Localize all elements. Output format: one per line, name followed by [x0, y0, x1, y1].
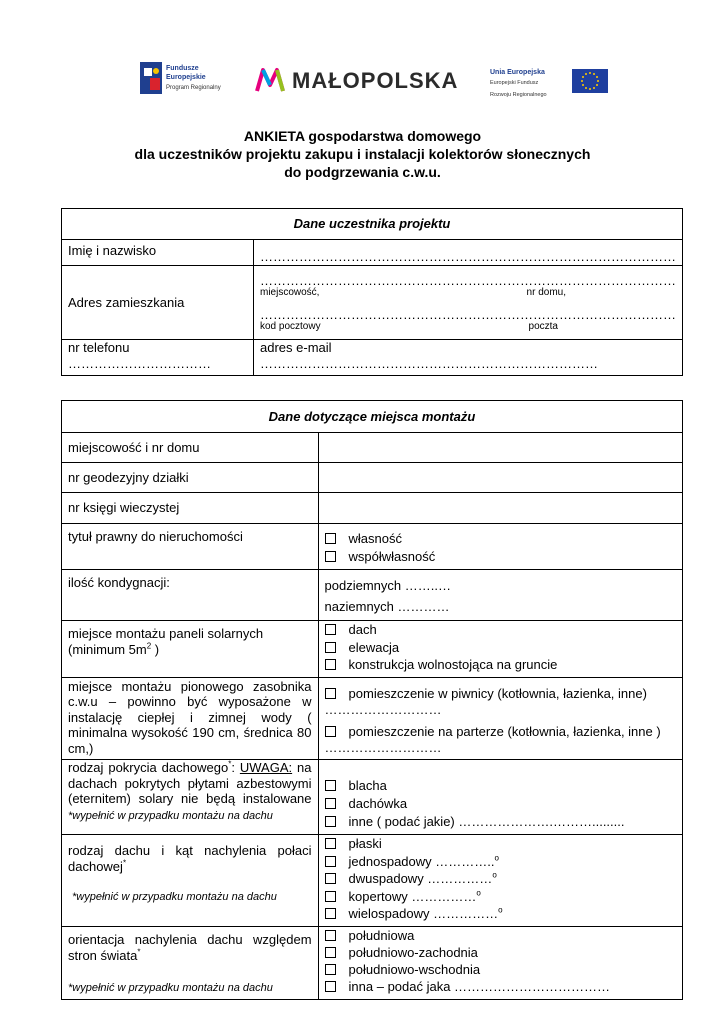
participant-table: [61, 208, 683, 376]
name-dots: ……………………………………………………………………………………: [260, 249, 676, 264]
orient-note: *wypełnić w przypadku montażu na dachu: [68, 981, 273, 994]
orient-opt-other[interactable]: [325, 978, 676, 995]
degree-sign: o: [494, 853, 499, 863]
checkbox[interactable]: [325, 838, 336, 849]
degree-sign: o: [476, 888, 481, 898]
floors-label: ilość kondygnacji:: [62, 570, 319, 621]
panel-opt-facade[interactable]: [325, 639, 676, 657]
pitch-opt-multi[interactable]: [325, 905, 676, 923]
phone-cell[interactable]: [62, 340, 254, 376]
title-line2: dla uczestników projektu zakupu i instalacji kolektorów słonecznych: [134, 146, 591, 162]
floors-field[interactable]: [318, 570, 682, 621]
pitch-opt-mono[interactable]: [325, 853, 676, 871]
tank-label: miejsce montażu pionowego zasobnika c.w.u: [68, 678, 312, 709]
orient-opt4-label: inna – podać jaka ………………………………: [348, 978, 611, 994]
checkbox[interactable]: [325, 964, 336, 975]
panel-opt2-label: elewacja: [348, 639, 400, 655]
panel-label-end: ): [151, 642, 160, 657]
panel-label-sup: 2: [146, 641, 152, 651]
pitch-label: rodzaj dachu i kąt nachylenia połaci dachowej: [68, 843, 312, 874]
title-opt1-label: własność: [348, 531, 402, 546]
pitch-opt-hip[interactable]: [325, 888, 676, 906]
roof-label: rodzaj pokrycia dachowego: [68, 760, 229, 775]
pitch-opt4-label: kopertowy ……………: [348, 888, 477, 904]
pitch-opt-gable[interactable]: [325, 870, 676, 888]
malopolska-wordmark: MAŁOPOLSKA: [292, 68, 459, 93]
panel-opt1-label: dach: [348, 622, 377, 637]
degree-sign: o: [498, 905, 503, 915]
tank-opt-basement[interactable]: [325, 686, 676, 702]
pitch-opt1-label: płaski: [348, 836, 382, 851]
logo-bar: [0, 55, 725, 105]
panel-label-line1: miejsce montażu paneli solarnych: [68, 626, 264, 641]
orient-opt-south[interactable]: [325, 927, 676, 944]
checkbox[interactable]: [325, 798, 336, 809]
ue-line1: Unia Europejska: [490, 69, 545, 76]
checkbox[interactable]: [325, 642, 336, 653]
panel-opt3-label: konstrukcja wolnostojąca na gruncie: [348, 657, 558, 672]
pitch-opt-flat[interactable]: [325, 835, 676, 853]
checkbox[interactable]: [325, 873, 336, 884]
email-label: adres e-mail: [260, 340, 332, 355]
checkbox[interactable]: [325, 816, 336, 827]
checkbox[interactable]: [325, 688, 336, 699]
orient-opt2-label: południowo-zachodnia: [348, 944, 478, 960]
email-cell[interactable]: [254, 340, 683, 376]
tank-opt1-dots: ………………………: [324, 701, 442, 717]
degree-sign: o: [492, 870, 497, 880]
orient-opt3-label: południowo-wschodnia: [348, 961, 481, 977]
town-caption: miejscowość,: [260, 287, 320, 298]
checkbox[interactable]: [325, 856, 336, 867]
panel-label-line2: [68, 642, 312, 658]
checkbox[interactable]: [325, 726, 336, 737]
eu-flag-icon: [572, 69, 608, 93]
name-label: Imię i nazwisko: [62, 240, 254, 266]
address-captions-2: [260, 321, 676, 333]
orient-label-sup: *: [137, 947, 141, 957]
site-table: [61, 400, 683, 1000]
title-options: [318, 524, 682, 570]
panel-opt-roof[interactable]: [325, 621, 676, 639]
post-caption: poczta: [528, 321, 558, 332]
address-field[interactable]: [254, 266, 683, 340]
unia-europejska-text: [490, 69, 547, 101]
orient-opt-southwest[interactable]: [325, 944, 676, 961]
orient-options: [318, 926, 682, 999]
roof-opt1-label: blacha: [348, 778, 387, 793]
ue-line2: Europejski Fundusz: [490, 79, 539, 86]
title-opt2-label: współwłasność: [348, 549, 436, 564]
plot-field[interactable]: [318, 463, 682, 493]
roof-opt-tile[interactable]: [325, 795, 676, 813]
roof-warn-word: UWAGA:: [239, 760, 293, 775]
floors-under: podziemnych ……..…: [324, 578, 451, 593]
tank-opt1-label: pomieszczenie w piwnicy (kotłownia, łazienka, inne): [348, 685, 647, 701]
phone-label: nr telefonu: [68, 340, 130, 355]
roof-opt3-label: inne ( podać jakie) ………………….……….........: [348, 814, 625, 829]
orient-opt1-label: południowa: [348, 927, 415, 943]
address-captions-1: [260, 287, 676, 299]
pitch-opt3-label: dwuspadowy ……………: [348, 871, 493, 886]
house-caption: nr domu,: [526, 287, 566, 298]
site-header: Dane dotyczące miejsca montażu: [62, 401, 683, 433]
tank-opt2-label: pomieszczenie na parterze (kotłownia, łazienka, inne ): [348, 723, 661, 739]
checkbox[interactable]: [325, 624, 336, 635]
title-line1: ANKIETA gospodarstwa domowego: [243, 128, 482, 144]
orient-label: orientacja nachylenia dachu względem stron świata: [68, 931, 312, 963]
postcode-caption: kod pocztowy: [260, 321, 321, 332]
title-line3: do podgrzewania c.w.u.: [284, 164, 441, 180]
site-town-label: miejscowość i nr domu: [62, 433, 319, 463]
checkbox[interactable]: [325, 533, 336, 544]
roof-options: [318, 760, 682, 835]
land-reg-field[interactable]: [318, 493, 682, 524]
orient-opt-southeast[interactable]: [325, 961, 676, 978]
roof-label-colon: :: [231, 760, 235, 775]
checkbox[interactable]: [325, 947, 336, 958]
checkbox[interactable]: [325, 659, 336, 670]
site-town-field[interactable]: [318, 433, 682, 463]
tank-opt2-dots: ………………………: [324, 739, 442, 755]
name-field[interactable]: [254, 240, 683, 266]
pitch-options: [318, 835, 682, 927]
address-dots-2: ……………………………………………………………………………………: [260, 309, 676, 321]
roof-label-cell: [62, 760, 319, 835]
phone-dots: ……………………………: [68, 356, 211, 371]
checkbox[interactable]: [325, 891, 336, 902]
panel-label: [62, 621, 319, 678]
participant-header: Dane uczestnika projektu: [62, 209, 683, 240]
roof-fill-note: *wypełnić w przypadku montażu na dachu: [68, 809, 273, 822]
orient-label-cell: [62, 926, 319, 999]
panel-opt-ground[interactable]: [325, 656, 676, 674]
checkbox[interactable]: [325, 981, 336, 992]
panel-options: [318, 621, 682, 678]
ue-line3: Rozwoju Regionalnego: [490, 91, 547, 98]
fe-line3: Program Regionalny: [166, 85, 221, 91]
checkbox[interactable]: [325, 551, 336, 562]
checkbox[interactable]: [325, 908, 336, 919]
pitch-label-sup: *: [122, 858, 127, 868]
roof-opt-other[interactable]: [325, 813, 676, 831]
malopolska-logo-mark: [255, 67, 285, 93]
tank-options: [318, 677, 682, 760]
address-dots-1: ……………………………………………………………………………………: [260, 275, 676, 287]
roof-opt2-label: dachówka: [348, 796, 408, 811]
fundusze-europejskie-text: [166, 65, 221, 94]
address-label: Adres zamieszkania: [62, 266, 254, 340]
land-reg-label: nr księgi wieczystej: [62, 493, 319, 524]
pitch-note: *wypełnić w przypadku montażu na dachu: [72, 891, 277, 903]
checkbox[interactable]: [325, 780, 336, 791]
title-opt-coownership[interactable]: [325, 548, 676, 566]
email-dots: ……………………………………………………………………: [260, 356, 598, 371]
floors-above: naziemnych …………: [324, 599, 450, 614]
pitch-label-cell: [62, 835, 319, 927]
tank-label-cell: [62, 677, 319, 760]
title-opt-ownership[interactable]: [325, 530, 676, 548]
roof-label-sup: *: [228, 759, 232, 769]
pitch-opt5-label: wielospadowy ……………: [348, 906, 499, 921]
fundusze-europejskie-logo: [140, 62, 162, 94]
pitch-opt2-label: jednospadowy …………..: [348, 853, 495, 869]
plot-label: nr geodezyjny działki: [62, 463, 319, 493]
fe-line2: Europejskie: [166, 73, 206, 81]
tank-note: – powinno być wyposażone w instalację ciepłej i zimnej wody ( minimalna wysokość 190 cm, średnica 80 cm,): [68, 694, 312, 756]
tank-opt-groundfloor[interactable]: [325, 724, 676, 740]
roof-opt-sheet[interactable]: [325, 777, 676, 795]
fe-line1: Fundusze: [166, 65, 199, 72]
checkbox[interactable]: [325, 930, 336, 941]
roof-warn: na dachach pokrytych płytami azbestowymi (eternitem) solary nie będą instalowane: [68, 760, 312, 806]
panel-label-text: (minimum 5m: [68, 642, 147, 657]
title-label: tytuł prawny do nieruchomości: [62, 524, 319, 570]
